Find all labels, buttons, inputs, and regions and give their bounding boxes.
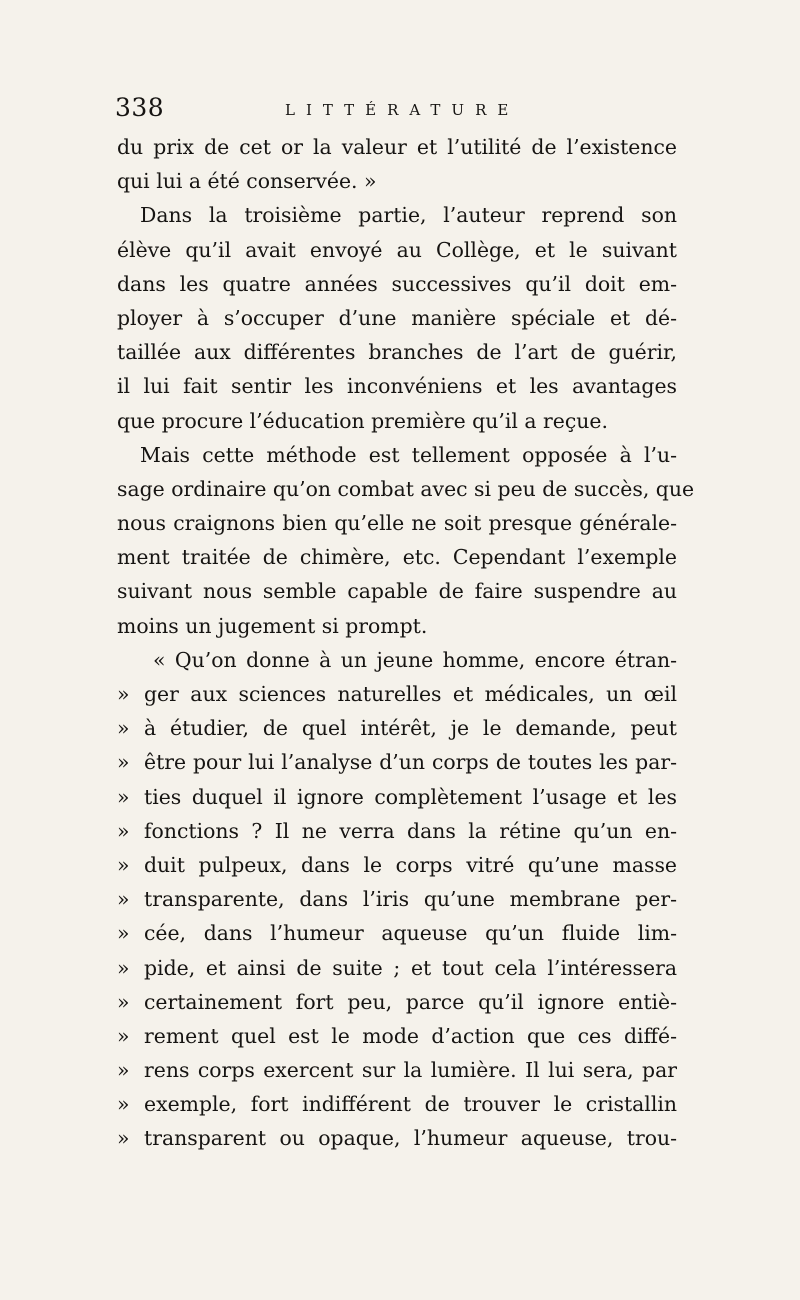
quote-mark: » <box>117 818 130 843</box>
quoted-line-text: duit pulpeux, dans le corps vitré qu’une masse <box>144 852 677 877</box>
quoted-line-10 <box>117 985 677 1019</box>
paragraph-line-11: sage ordinaire qu’on combat avec si peu de succès, que <box>117 476 695 501</box>
quote-mark: » <box>117 1058 130 1083</box>
paragraph-line-3: Dans la troisième partie, l’auteur reprend son <box>140 203 677 228</box>
quote-mark: » <box>117 716 130 741</box>
quoted-line-9 <box>117 951 677 985</box>
quote-mark: » <box>117 887 130 912</box>
paragraph-line-10: Mais cette méthode est tellement opposée à l’u- <box>140 442 677 467</box>
quoted-line-text: à étudier, de quel intérêt, je le demande, peut <box>144 716 677 741</box>
page-number: 338 <box>115 93 165 122</box>
quoted-line-5 <box>117 814 677 848</box>
quoted-line-text: cée, dans l’humeur aqueuse qu’un fluide lim- <box>144 921 677 946</box>
paragraph-line-15: moins un jugement si prompt. <box>117 613 428 638</box>
quoted-line-text: être pour lui l’analyse d’un corps de toutes les par- <box>144 750 677 775</box>
quoted-line-text: rement quel est le mode d’action que ces diffé- <box>144 1023 677 1048</box>
quoted-line-6 <box>117 848 677 882</box>
quoted-line-text: exemple, fort indifférent de trouver le cristallin <box>144 1092 677 1117</box>
quoted-line-14 <box>117 1121 677 1155</box>
quoted-line-text: transparent ou opaque, l’humeur aqueuse, trou- <box>144 1126 677 1151</box>
paragraph-line-12: nous craignons bien qu’elle ne soit presque générale- <box>117 511 677 536</box>
quoted-line-text: pide, et ainsi de suite ; et tout cela l’intéressera <box>144 955 677 980</box>
quoted-line-7 <box>117 882 677 916</box>
quoted-line-11 <box>117 1019 677 1053</box>
paragraph-line-8: il lui fait sentir les inconvéniens et les avantages <box>117 374 677 399</box>
quote-mark: » <box>117 852 130 877</box>
paragraph-line-14: suivant nous semble capable de faire suspendre au <box>117 579 677 604</box>
quote-mark: » <box>117 682 130 706</box>
quote-mark: » <box>117 1092 130 1117</box>
text-line-1: du prix de cet or la valeur et l’utilité de l’existence <box>117 135 677 159</box>
quote-mark: » <box>117 955 130 980</box>
quoted-line-12 <box>117 1053 677 1087</box>
quoted-line-13 <box>117 1087 677 1121</box>
quoted-line-text: certainement fort peu, parce qu’il ignore entiè- <box>144 989 677 1014</box>
quote-mark: » <box>117 750 130 775</box>
section-title: LITTÉRATURE <box>285 101 520 119</box>
paragraph-line-4: élève qu’il avait envoyé au Collège, et le suivant <box>117 237 677 262</box>
quoted-line-text: ger aux sciences naturelles et médicales, un œil <box>144 682 677 706</box>
quoted-line-text: fonctions ? Il ne verra dans la rétine qu’un en- <box>144 818 677 843</box>
running-head <box>115 92 675 128</box>
quoted-line-text: rens corps exercent sur la lumière. Il lui sera, par <box>144 1058 677 1083</box>
quote-mark: » <box>117 989 130 1014</box>
quoted-line-8 <box>117 916 677 950</box>
quote-mark: » <box>117 784 130 809</box>
quoted-line-3 <box>117 745 677 779</box>
paragraph-line-9: que procure l’éducation première qu’il a reçue. <box>117 408 608 433</box>
text-line-2: qui lui a été conservée. » <box>117 169 377 194</box>
page-text <box>117 130 695 1156</box>
quoted-line-4 <box>117 780 677 814</box>
quotation-start-line: « Qu’on donne à un jeune homme, encore étran- <box>153 647 677 672</box>
paragraph-line-6: ployer à s’occuper d’une manière spéciale et dé- <box>117 305 677 330</box>
quote-mark: » <box>117 1023 130 1048</box>
paragraph-line-7: taillée aux différentes branches de l’art de guérir, <box>117 340 677 365</box>
quoted-line-1 <box>117 677 677 711</box>
quote-mark: » <box>117 921 130 946</box>
quoted-line-text: transparente, dans l’iris qu’une membrane per- <box>144 887 677 912</box>
quote-mark: » <box>117 1126 130 1151</box>
paragraph-line-13: ment traitée de chimère, etc. Cependant l’exemple <box>117 545 677 570</box>
paragraph-line-5: dans les quatre années successives qu’il doit em- <box>117 271 677 296</box>
quoted-line-text: ties duquel il ignore complètement l’usage et les <box>144 784 677 809</box>
quoted-line-2 <box>117 711 677 745</box>
